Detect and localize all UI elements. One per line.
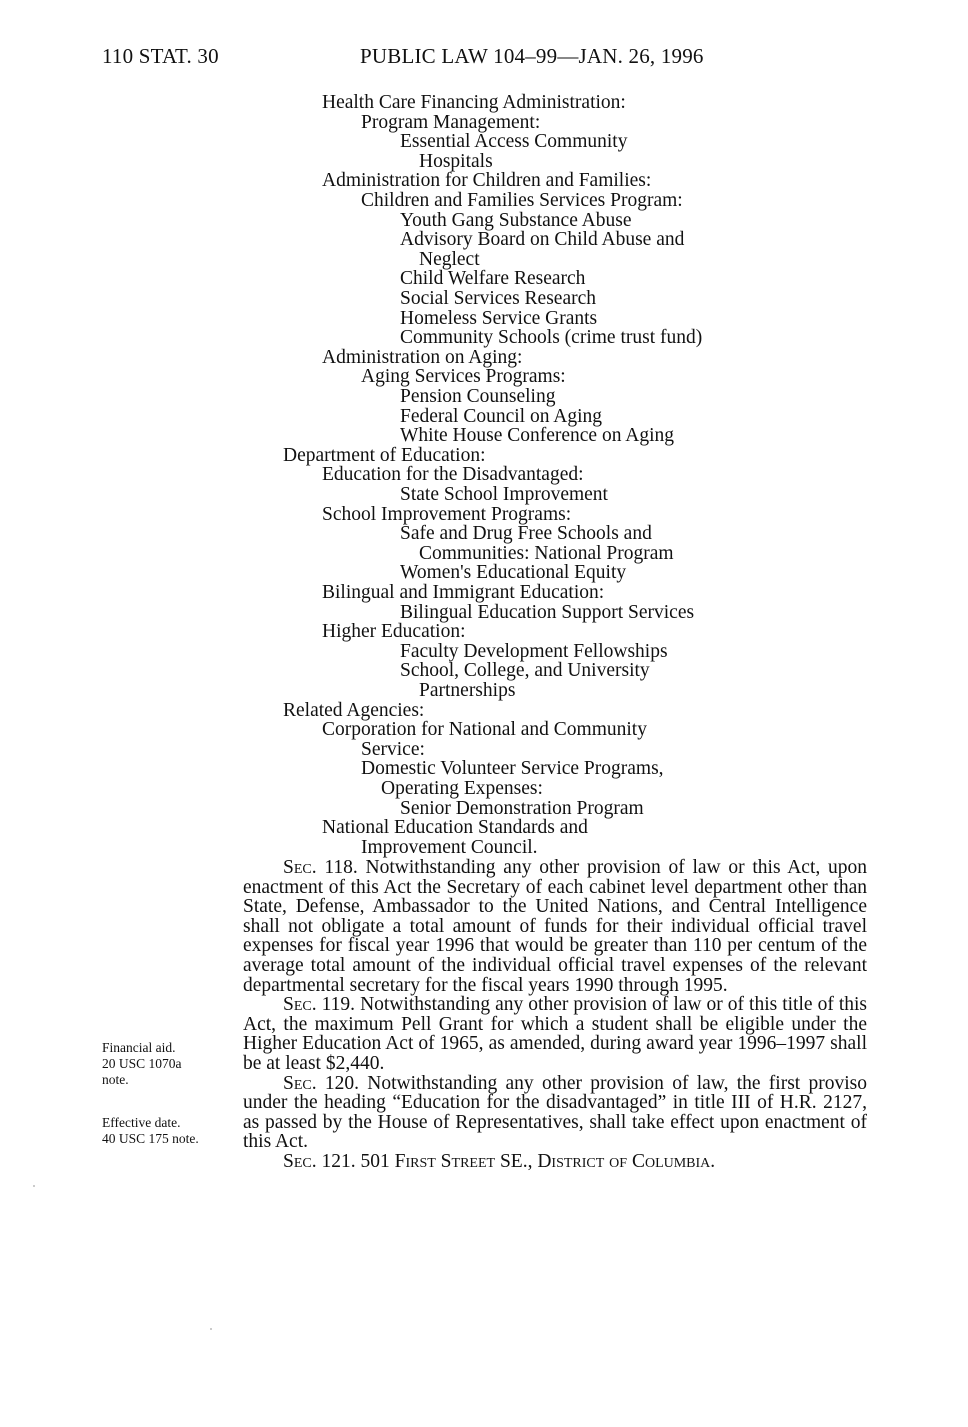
- list-item: Communities: National Program: [419, 542, 674, 564]
- section-text: Notwithstanding any other provision of law or this Act, upon enactment of this Act the Secretary of each cabinet level department other than State, Defense, Ambassador to the United Nations, and Central Intelligence shall not obligate a total amount of funds for their individual official travel expenses for fiscal year 1996 that would be greater than 110 per centum of the average total amount of the individual official travel expenses of the relevant departmental secretary for the fiscal years 1990 through 1995.: [243, 857, 868, 996]
- section-label: Sec. 118.: [283, 857, 358, 878]
- law-title: PUBLIC LAW 104–99—JAN. 26, 1996: [360, 44, 704, 68]
- list-item: Hospitals: [419, 150, 493, 172]
- list-item: Higher Education:: [322, 621, 466, 643]
- section-120: [243, 1074, 867, 1152]
- list-item: State School Improvement: [400, 484, 608, 505]
- list-item: Bilingual and Immigrant Education:: [322, 582, 605, 603]
- list-item: Federal Council on Aging: [400, 405, 603, 427]
- margin-note-line: 40 USC 175 note.: [102, 1131, 199, 1146]
- list-item: Service:: [361, 738, 425, 760]
- margin-note-line: note.: [102, 1072, 129, 1087]
- list-item: Essential Access Community: [400, 131, 628, 153]
- section-label: Sec. 121.: [283, 1150, 356, 1172]
- list-item: Bilingual Education Support Services: [400, 601, 695, 623]
- list-item: Corporation for National and Community: [322, 719, 647, 741]
- section-text: Notwithstanding any other provision of law or of this title of this Act, the maximum Pell Grant for which a student shall be eligible under the Higher Education Act of 1965, as amended, during award year 1996–1997 shall be at least $2,440.: [243, 994, 868, 1074]
- list-item: Neglect: [419, 248, 480, 270]
- section-label: Sec. 119.: [283, 994, 356, 1016]
- margin-note-line: Financial aid.: [102, 1040, 176, 1055]
- list-item: Youth Gang Substance Abuse: [400, 209, 632, 231]
- list-item: Safe and Drug Free Schools and: [400, 523, 652, 545]
- list-item: Social Services Research: [400, 288, 597, 309]
- list-item: Faculty Development Fellowships: [400, 640, 668, 662]
- list-item: Administration on Aging:: [322, 346, 523, 368]
- list-item: Partnerships: [419, 680, 516, 701]
- margin-note-financial-aid: [102, 1040, 182, 1088]
- list-item: Women's Educational Equity: [400, 562, 627, 584]
- list-item: Department of Education:: [283, 444, 486, 466]
- margin-note-line: 20 USC 1070a: [102, 1056, 182, 1071]
- list-item: Senior Demonstration Program: [400, 797, 644, 819]
- list-item: Child Welfare Research: [400, 268, 586, 290]
- list-item: Operating Expenses:: [381, 778, 543, 799]
- list-item: School Improvement Programs:: [322, 503, 572, 525]
- section-text: Notwithstanding any other provision of law, the first proviso under the heading “Education for the disadvantaged” in title III of H.R. 2127, as passed by the House of Representatives, shall take effect upon enactment of this Act.: [243, 1072, 867, 1153]
- scan-speck: [210, 1328, 212, 1330]
- section-121: [243, 1152, 867, 1172]
- sections-body: [243, 858, 867, 1172]
- list-item: Community Schools (crime trust fund): [400, 327, 703, 349]
- list-item: Homeless Service Grants: [400, 307, 598, 329]
- list-item: Health Care Financing Administration:: [322, 92, 626, 113]
- margin-note-line: Effective date.: [102, 1115, 181, 1130]
- list-item: White House Conference on Aging: [400, 425, 675, 447]
- list-item: Administration for Children and Families:: [322, 170, 652, 192]
- list-item: Education for the Disadvantaged:: [322, 464, 584, 486]
- scan-speck: [33, 1185, 35, 1187]
- section-119: [243, 995, 867, 1073]
- list-item: Advisory Board on Child Abuse and: [400, 229, 685, 251]
- list-item: Domestic Volunteer Service Programs,: [361, 758, 664, 780]
- list-item: Aging Services Programs:: [361, 366, 566, 388]
- list-item: Related Agencies:: [283, 699, 425, 721]
- section-heading: 501 First Street SE., District of Columbia.: [360, 1150, 716, 1172]
- list-item: Pension Counseling: [400, 386, 556, 407]
- section-118: [243, 858, 867, 995]
- page-reference: 110 STAT. 30: [102, 44, 219, 68]
- list-item: Improvement Council.: [361, 836, 538, 858]
- list-item: Program Management:: [361, 111, 541, 133]
- section-label: Sec. 120.: [283, 1072, 359, 1094]
- list-item: Children and Families Services Program:: [361, 190, 683, 211]
- margin-note-effective-date: [102, 1115, 199, 1147]
- list-item: National Education Standards and: [322, 817, 588, 839]
- list-item: School, College, and University: [400, 660, 650, 682]
